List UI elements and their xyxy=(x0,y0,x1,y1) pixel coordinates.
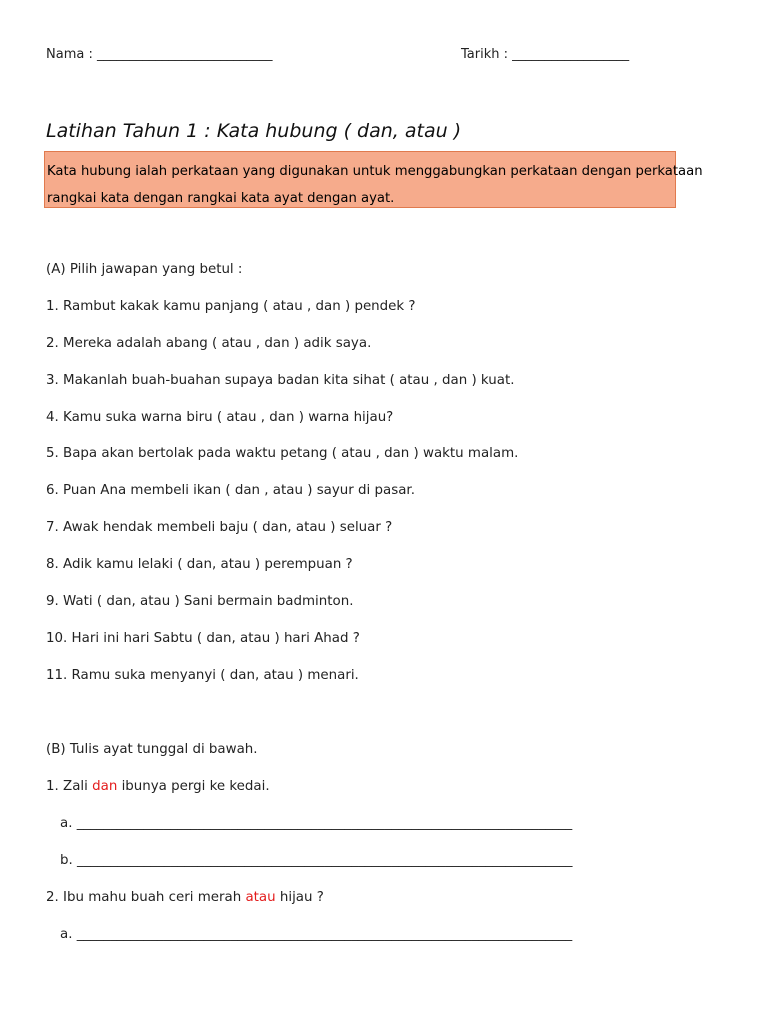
definition-line-2: rangkai kata dengan rangkai kata ayat dengan ayat. xyxy=(47,191,395,206)
question-a-10: 10. Hari ini hari Sabtu ( dan, atau ) hari Ahad ? xyxy=(46,631,360,646)
question-a-1: 1. Rambut kakak kamu panjang ( atau , dan ) pendek ? xyxy=(46,299,416,314)
question-a-3: 3. Makanlah buah-buahan supaya badan kita sihat ( atau , dan ) kuat. xyxy=(46,373,515,388)
question-a-8: 8. Adik kamu lelaki ( dan, atau ) perempuan ? xyxy=(46,557,353,572)
page-title: Latihan Tahun 1 : Kata hubung ( dan, atau ) xyxy=(46,120,462,142)
definition-line-1: Kata hubung ialah perkataan yang digunakan untuk menggabungkan perkataan dengan perkataan xyxy=(47,164,703,179)
keyword-dan: dan xyxy=(92,779,118,794)
answer-line-b2-a: a. __________________________________________________________________________ xyxy=(60,927,573,942)
question-a-11: 11. Ramu suka menyanyi ( dan, atau ) menari. xyxy=(46,668,359,683)
answer-line-b1-b: b. __________________________________________________________________________ xyxy=(60,853,573,868)
question-a-5: 5. Bapa akan bertolak pada waktu petang ( atau , dan ) waktu malam. xyxy=(46,446,519,461)
question-b-2-before: 2. Ibu mahu buah ceri merah xyxy=(46,890,246,905)
question-a-4: 4. Kamu suka warna biru ( atau , dan ) warna hijau? xyxy=(46,410,394,425)
question-a-9: 9. Wati ( dan, atau ) Sani bermain badminton. xyxy=(46,594,354,609)
question-b-1-before: 1. Zali xyxy=(46,779,93,794)
question-a-7: 7. Awak hendak membeli baju ( dan, atau ) seluar ? xyxy=(46,520,393,535)
question-b-2 xyxy=(46,890,324,905)
question-a-2: 2. Mereka adalah abang ( atau , dan ) adik saya. xyxy=(46,336,372,351)
question-b-1 xyxy=(46,779,270,794)
date-field-label: Tarikh : __________________ xyxy=(461,47,630,62)
name-field-label: Nama : ___________________________ xyxy=(46,47,273,62)
section-b-heading: (B) Tulis ayat tunggal di bawah. xyxy=(46,742,258,757)
question-b-1-after: ibunya pergi ke kedai. xyxy=(117,779,270,794)
section-a-heading: (A) Pilih jawapan yang betul : xyxy=(46,262,243,277)
question-a-6: 6. Puan Ana membeli ikan ( dan , atau ) sayur di pasar. xyxy=(46,483,415,498)
answer-line-b1-a: a. __________________________________________________________________________ xyxy=(60,816,573,831)
keyword-atau: atau xyxy=(245,890,276,905)
question-b-2-after: hijau ? xyxy=(275,890,324,905)
